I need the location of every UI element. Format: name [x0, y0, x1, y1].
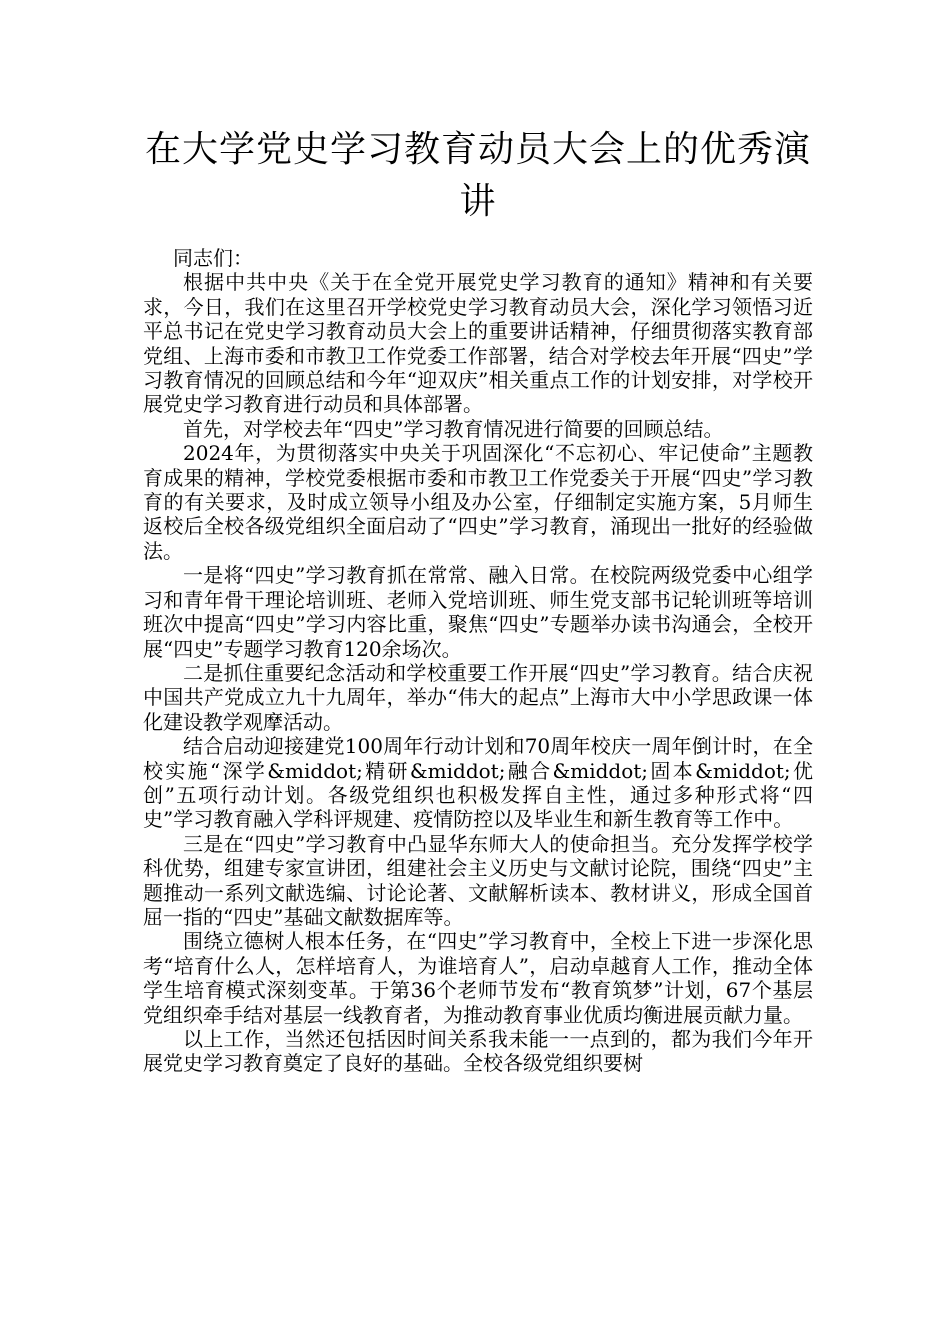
paragraph-7: 三是在“四史”学习教育中凸显华东师大人的使命担当。充分发挥学校学科优势，组建专家宣讲团，组建社会主义历史与文献讨论院，围绕“四史”主题推动一系列文献选编、讨论论著、文献解析读本、教材讲义，形成全国首屈一指的“四史”基础文献数据库等。: [143, 831, 813, 929]
paragraph-4: 一是将“四史”学习教育抓在常常、融入日常。在校院两级党委中心组学习和青年骨干理论培训班、老师入党培训班、师生党支部书记轮训班等培训班次中提高“四史”学习内容比重，聚焦“四史”专题举办读书沟通会，全校开展“四史”专题学习教育120余场次。: [143, 563, 813, 661]
paragraph-1: 根据中共中央《关于在全党开展党史学习教育的通知》精神和有关要求，今日，我们在这里召开学校党史学习教育动员大会，深化学习领悟习近平总书记在党史学习教育动员大会上的重要讲话精神，仔细贯彻落实教育部党组、上海市委和市教卫工作党委工作部署，结合对学校去年开展“四史”学习教育情况的回顾总结和今年“迎双庆”相关重点工作的计划安排，对学校开展党史学习教育进行动员和具体部署。: [143, 270, 813, 417]
paragraph-2: 首先，对学校去年“四史”学习教育情况进行简要的回顾总结。: [183, 416, 724, 441]
paragraph-9: 以上工作，当然还包括因时间关系我未能一一点到的，都为我们今年开展党史学习教育奠定了良好的基础。全校各级党组织要树: [143, 1027, 813, 1076]
document-title: 在大学党史学习教育动员大会上的优秀演讲: [144, 129, 811, 222]
paragraph-6: 结合启动迎接建党100周年行动计划和70周年校庆一周年倒计时，在全校实施“深学&middot;精研&middot;融合&middot;固本&middot;优创”五项行动计划。各级党组织也积极发挥自主性，通过多种形式将“四史”学习教育融入学科评规建、疫情防控以及毕业生和新生教育等工作中。: [143, 734, 813, 832]
document-body: [143, 246, 813, 1076]
paragraph-3: 2024年，为贯彻落实中央关于巩固深化“不忘初心、牢记使命”主题教育成果的精神，学校党委根据市委和市教卫工作党委关于开展“四史”学习教育的有关要求，及时成立领导小组及办公室，仔细制定实施方案，5月师生返校后全校各级党组织全面启动了“四史”学习教育，涌现出一批好的经验做法。: [143, 441, 813, 563]
paragraph-5: 二是抓住重要纪念活动和学校重要工作开展“四史”学习教育。结合庆祝中国共产党成立九十九周年，举办“伟大的起点”上海市大中小学思政课一体化建设教学观摩活动。: [143, 660, 813, 734]
salutation: 同志们：: [173, 246, 253, 270]
paragraph-8: 围绕立德树人根本任务，在“四史”学习教育中，全校上下进一步深化思考“培育什么人，怎样培育人，为谁培育人”，启动卓越育人工作，推动全体学生培育模式深刻变革。于第36个老师节发布“教育筑梦”计划，67个基层党组织牵手结对基层一线教育者，为推动教育事业优质均衡进展贡献力量。: [143, 929, 813, 1027]
